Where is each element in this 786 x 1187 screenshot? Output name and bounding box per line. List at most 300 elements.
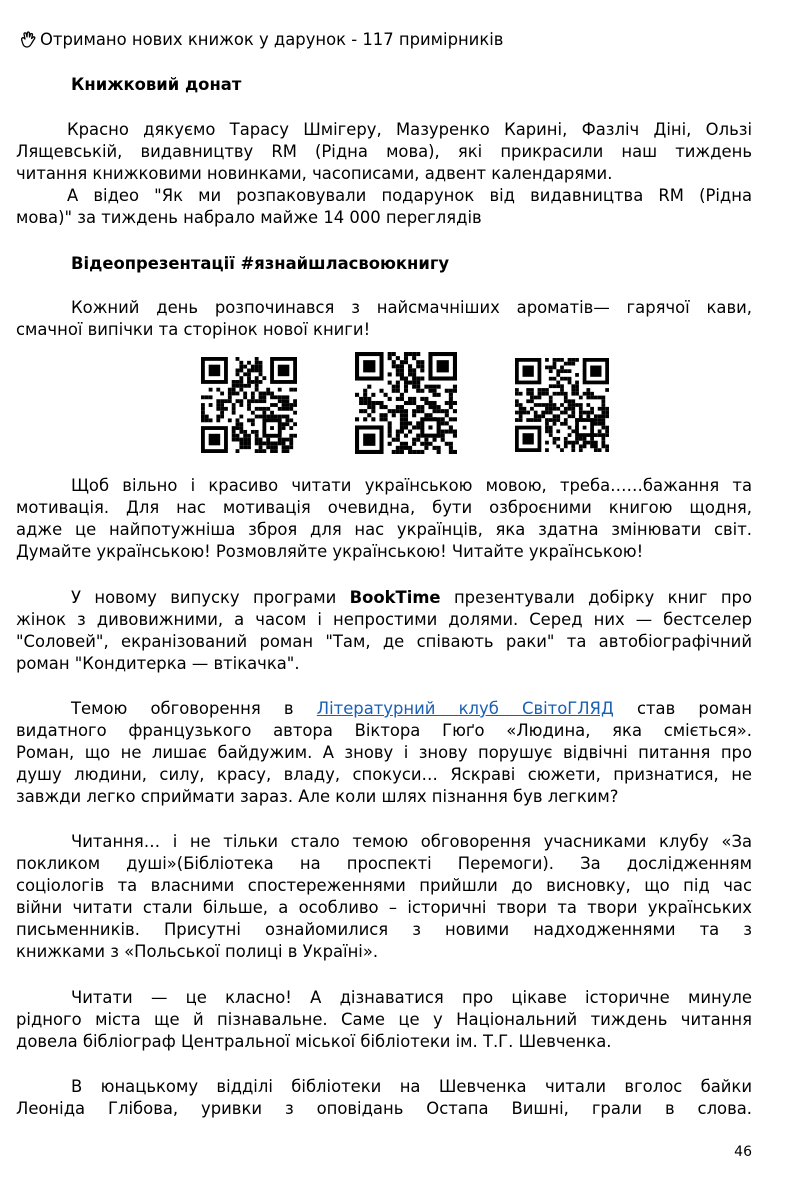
qr-module: [583, 392, 587, 396]
qr-module: [549, 418, 553, 422]
qr-module: [568, 407, 572, 411]
qr-module: [441, 434, 445, 438]
qr-module: [400, 397, 404, 401]
qr-module: [274, 395, 278, 399]
qr-module: [545, 392, 549, 396]
qr-module: [262, 376, 266, 380]
qr-module: [239, 399, 243, 403]
qr-module: [396, 372, 400, 376]
qr-module: [255, 384, 259, 388]
qr-module: [388, 409, 392, 413]
qr-module: [560, 377, 564, 381]
qr-module: [270, 449, 274, 453]
qr-module: [545, 403, 549, 407]
qr-module: [541, 411, 545, 415]
qr-module: [523, 407, 527, 411]
qr-module: [396, 446, 400, 450]
qr-module: [270, 411, 274, 415]
qr-module: [408, 368, 412, 372]
qr-module: [560, 369, 564, 373]
qr-module: [201, 418, 205, 422]
qr-module: [412, 397, 416, 401]
qr-module: [519, 418, 523, 422]
qr-module: [598, 414, 602, 418]
qr-module: [445, 401, 449, 405]
qr-module: [560, 392, 564, 396]
qr-module: [232, 388, 236, 392]
qr-module: [274, 445, 278, 449]
club-line-1: [71, 698, 752, 720]
qr-module: [396, 430, 400, 434]
qr-module: [568, 426, 572, 430]
qr-module: [205, 415, 209, 419]
qr-module: [445, 421, 449, 425]
qr-module: [583, 444, 587, 448]
qr-module: [545, 366, 549, 370]
qr-module: [408, 381, 412, 385]
qr-module: [433, 389, 437, 393]
qr-module: [270, 441, 274, 445]
qr-module: [408, 372, 412, 376]
qr-module: [251, 430, 255, 434]
qr-code-2: [355, 352, 457, 454]
qr-module: [560, 422, 564, 426]
qr-module: [571, 388, 575, 392]
qr-finder-core: [523, 366, 534, 377]
motivation-line: адже це найпотужніша зброя для нас українців, яка здатна змінювати світ.: [16, 520, 752, 539]
qr-module: [428, 389, 432, 393]
qr-module: [601, 433, 605, 437]
qr-module: [437, 405, 441, 409]
qr-module: [449, 405, 453, 409]
qr-module: [564, 411, 568, 415]
qr-module: [251, 411, 255, 415]
qr-module: [424, 385, 428, 389]
qr-module: [586, 403, 590, 407]
qr-module: [274, 403, 278, 407]
qr-module: [553, 384, 557, 388]
qr-module: [247, 380, 251, 384]
qr-module: [453, 434, 457, 438]
qr-module: [605, 429, 609, 433]
qr-module: [453, 401, 457, 405]
qr-module: [243, 445, 247, 449]
qr-module: [232, 438, 236, 442]
qr-module: [243, 395, 247, 399]
qr-module: [400, 421, 404, 425]
qr-module: [420, 442, 424, 446]
qr-module: [583, 437, 587, 441]
qr-module: [571, 392, 575, 396]
qr-module: [560, 358, 564, 362]
motivation-line: мотивація. Для нас мотивація очевидна, бути озброєними книгою щодня,: [16, 498, 752, 517]
video-line: Кожний день розпочинався з найсмачніших ароматів— гарячої кави,: [71, 298, 752, 317]
qr-module: [232, 384, 236, 388]
qr-module: [236, 357, 240, 361]
qr-module: [205, 418, 209, 422]
qr-module: [549, 377, 553, 381]
qr-module: [445, 430, 449, 434]
qr-module: [388, 356, 392, 360]
qr-module: [594, 422, 598, 426]
qr-module: [545, 422, 549, 426]
qr-finder-core: [278, 365, 290, 377]
qr-module: [553, 362, 557, 366]
qr-module: [453, 385, 457, 389]
club-line: Роман, що не лишає байдужим. А знову і знову порушує відвічні питання про: [16, 743, 752, 762]
qr-module: [236, 392, 240, 396]
qr-module: [209, 395, 213, 399]
qr-module: [541, 392, 545, 396]
qr-module: [416, 381, 420, 385]
qr-module: [239, 426, 243, 430]
qr-module: [601, 418, 605, 422]
qr-module: [412, 413, 416, 417]
qr-module: [274, 441, 278, 445]
qr-module: [259, 369, 263, 373]
booktime-line-1: [71, 587, 752, 609]
video-line: смачної випічки та сторінок нової книги!: [16, 320, 371, 339]
qr-module: [424, 438, 428, 442]
qr-module: [416, 405, 420, 409]
qr-module: [400, 364, 404, 368]
qr-module: [236, 422, 240, 426]
reading-line: книжками з «Польської полиці в Україні».: [16, 942, 379, 961]
qr-module: [416, 450, 420, 454]
qr-module: [285, 407, 289, 411]
qr-module: [449, 450, 453, 454]
qr-module: [266, 407, 270, 411]
qr-module: [594, 441, 598, 445]
qr-module: [266, 445, 270, 449]
qr-module: [530, 407, 534, 411]
qr-module: [433, 401, 437, 405]
qr-module: [437, 446, 441, 450]
qr-module: [270, 395, 274, 399]
qr-module: [538, 388, 542, 392]
qr-module: [560, 366, 564, 370]
qr-module: [392, 352, 396, 356]
history-line: рідного міста ще й пізнавальне. Саме це у Національний тиждень читання: [16, 1010, 752, 1029]
qr-module: [605, 407, 609, 411]
qr-module: [579, 396, 583, 400]
qr-module: [282, 407, 286, 411]
qr-module: [236, 380, 240, 384]
qr-module: [571, 384, 575, 388]
qr-module: [556, 429, 560, 433]
qr-finder-core: [209, 434, 221, 446]
qr-module: [262, 441, 266, 445]
qr-module: [404, 425, 408, 429]
qr-module: [416, 352, 420, 356]
qr-module: [416, 409, 420, 413]
qr-module: [412, 385, 416, 389]
qr-module: [262, 407, 266, 411]
qr-module: [278, 399, 282, 403]
qr-module: [553, 422, 557, 426]
qr-module: [601, 396, 605, 400]
qr-module: [388, 352, 392, 356]
qr-module: [247, 438, 251, 442]
qr-module: [408, 364, 412, 368]
qr-module: [282, 422, 286, 426]
qr-module: [412, 381, 416, 385]
qr-module: [579, 444, 583, 448]
qr-module: [371, 393, 375, 397]
qr-module: [236, 426, 240, 430]
qr-module: [420, 409, 424, 413]
qr-module: [285, 395, 289, 399]
qr-module: [239, 422, 243, 426]
qr-module: [445, 409, 449, 413]
motivation-line: Думайте українською! Розмовляйте українською! Читайте українською!: [16, 542, 644, 561]
qr-module: [388, 381, 392, 385]
qr-module: [251, 418, 255, 422]
qr-module: [545, 358, 549, 362]
qr-module: [392, 360, 396, 364]
qr-module: [433, 385, 437, 389]
qr-module: [420, 368, 424, 372]
qr-module: [564, 422, 568, 426]
qr-module: [564, 441, 568, 445]
qr-module: [388, 421, 392, 425]
qr-module: [424, 442, 428, 446]
qr-module: [416, 421, 420, 425]
qr-module: [400, 409, 404, 413]
qr-module: [262, 411, 266, 415]
qr-module: [285, 422, 289, 426]
qr-module: [359, 401, 363, 405]
qr-module: [408, 430, 412, 434]
qr-module: [289, 388, 293, 392]
qr-module: [428, 413, 432, 417]
donation-line: Красно дякуємо Тарасу Шмігеру, Мазуренко Карині, Фазліч Діні, Ользі: [67, 120, 752, 139]
qr-module: [568, 381, 572, 385]
qr-module: [392, 364, 396, 368]
qr-module: [400, 425, 404, 429]
qr-module: [541, 414, 545, 418]
qr-module: [201, 403, 205, 407]
qr-module: [449, 417, 453, 421]
qr-module: [534, 418, 538, 422]
qr-module: [285, 403, 289, 407]
qr-module: [259, 407, 263, 411]
qr-module: [400, 372, 404, 376]
qr-module: [568, 399, 572, 403]
qr-module: [579, 448, 583, 452]
qr-module: [247, 434, 251, 438]
qr-module: [553, 366, 557, 370]
qr-module: [243, 438, 247, 442]
qr-module: [247, 445, 251, 449]
qr-module: [416, 385, 420, 389]
section-title-video: Відеопрезентації #язнайшласвоюкнигу: [71, 254, 450, 273]
qr-module: [412, 356, 416, 360]
qr-module: [534, 411, 538, 415]
qr-module: [404, 442, 408, 446]
qr-module: [371, 409, 375, 413]
qr-module: [293, 388, 297, 392]
qr-module: [379, 417, 383, 421]
qr-module: [598, 407, 602, 411]
qr-module: [564, 437, 568, 441]
qr-module: [247, 372, 251, 376]
qr-module: [216, 403, 220, 407]
qr-module: [224, 399, 228, 403]
qr-module: [239, 361, 243, 365]
qr-module: [384, 393, 388, 397]
qr-module: [404, 413, 408, 417]
qr-module: [420, 364, 424, 368]
booktime-program-name: BookTime: [349, 588, 441, 607]
qr-module: [367, 413, 371, 417]
qr-module: [449, 446, 453, 450]
qr-module: [556, 407, 560, 411]
reading-line: Читання… і не тільки стало темою обговорення учасниками клубу «За: [71, 832, 752, 851]
qr-module: [538, 403, 542, 407]
qr-module: [216, 399, 220, 403]
qr-module: [379, 413, 383, 417]
qr-module: [367, 397, 371, 401]
qr-module: [392, 409, 396, 413]
qr-module: [564, 444, 568, 448]
qr-module: [453, 430, 457, 434]
qr-module: [449, 397, 453, 401]
qr-module: [424, 401, 428, 405]
qr-module: [445, 389, 449, 393]
qr-module: [259, 395, 263, 399]
qr-module: [243, 430, 247, 434]
qr-module: [259, 438, 263, 442]
qr-module: [579, 411, 583, 415]
qr-module: [568, 441, 572, 445]
qr-module: [453, 389, 457, 393]
qr-module: [255, 361, 259, 365]
qr-module: [232, 380, 236, 384]
qr-module: [289, 445, 293, 449]
qr-module: [232, 392, 236, 396]
qr-module: [293, 434, 297, 438]
qr-module: [412, 442, 416, 446]
youth-line: В юнацькому відділі бібліотеки на Шевченка читали вголос байки: [71, 1077, 752, 1096]
qr-module: [605, 448, 609, 452]
qr-module: [586, 411, 590, 415]
qr-module: [388, 425, 392, 429]
qr-module: [538, 414, 542, 418]
qr-module: [412, 352, 416, 356]
qr-code-1: [201, 357, 297, 453]
literary-club-link[interactable]: Літературний клуб СвітоГЛЯД: [316, 699, 614, 718]
qr-module: [236, 438, 240, 442]
qr-module: [404, 401, 408, 405]
qr-module: [549, 429, 553, 433]
qr-module: [205, 395, 209, 399]
qr-module: [289, 426, 293, 430]
qr-module: [251, 395, 255, 399]
qr-module: [396, 405, 400, 409]
qr-module: [359, 409, 363, 413]
reading-line: покликом душі»(Бібліотека на проспекті Перемоги). За дослідженням: [16, 854, 752, 873]
qr-module: [243, 434, 247, 438]
motivation-line: Щоб вільно і красиво читати українською мовою, треба……бажання та: [71, 476, 752, 495]
qr-module: [255, 399, 259, 403]
qr-module: [549, 407, 553, 411]
qr-module: [278, 441, 282, 445]
qr-module: [549, 433, 553, 437]
qr-module: [590, 444, 594, 448]
qr-module: [441, 421, 445, 425]
qr-module: [433, 409, 437, 413]
qr-module: [601, 403, 605, 407]
qr-module: [228, 388, 232, 392]
qr-module: [285, 415, 289, 419]
qr-module: [371, 417, 375, 421]
qr-module: [228, 395, 232, 399]
qr-module: [515, 388, 519, 392]
qr-module: [396, 356, 400, 360]
page-number: 46: [734, 1144, 752, 1160]
qr-module: [388, 442, 392, 446]
qr-module: [412, 368, 416, 372]
qr-module: [519, 403, 523, 407]
qr-module: [553, 441, 557, 445]
qr-module: [598, 418, 602, 422]
qr-module: [400, 413, 404, 417]
club-line: завжди легко сприймати зараз. Але коли шлях пізнання був легким?: [16, 787, 619, 806]
qr-module: [243, 384, 247, 388]
qr-module: [388, 372, 392, 376]
qr-module: [396, 364, 400, 368]
qr-module: [262, 399, 266, 403]
qr-module: [575, 381, 579, 385]
qr-module: [270, 415, 274, 419]
qr-module: [259, 449, 263, 453]
qr-module: [564, 396, 568, 400]
qr-module: [216, 418, 220, 422]
qr-module: [424, 397, 428, 401]
qr-module: [590, 392, 594, 396]
qr-module: [408, 450, 412, 454]
qr-module: [259, 365, 263, 369]
qr-module: [453, 409, 457, 413]
qr-module: [549, 403, 553, 407]
qr-module: [400, 450, 404, 454]
qr-module: [433, 393, 437, 397]
qr-module: [519, 414, 523, 418]
qr-module: [556, 437, 560, 441]
qr-module: [251, 392, 255, 396]
qr-module: [251, 369, 255, 373]
qr-module: [259, 415, 263, 419]
qr-module: [416, 360, 420, 364]
qr-module: [289, 441, 293, 445]
qr-module: [259, 380, 263, 384]
qr-module: [549, 396, 553, 400]
qr-module: [530, 399, 534, 403]
qr-module: [575, 388, 579, 392]
qr-module: [400, 417, 404, 421]
qr-module: [416, 389, 420, 393]
qr-module: [526, 411, 530, 415]
qr-module: [571, 429, 575, 433]
qr-module: [375, 401, 379, 405]
qr-module: [232, 426, 236, 430]
qr-module: [428, 405, 432, 409]
qr-module: [575, 441, 579, 445]
qr-module: [605, 444, 609, 448]
qr-module: [441, 417, 445, 421]
qr-module: [239, 369, 243, 373]
